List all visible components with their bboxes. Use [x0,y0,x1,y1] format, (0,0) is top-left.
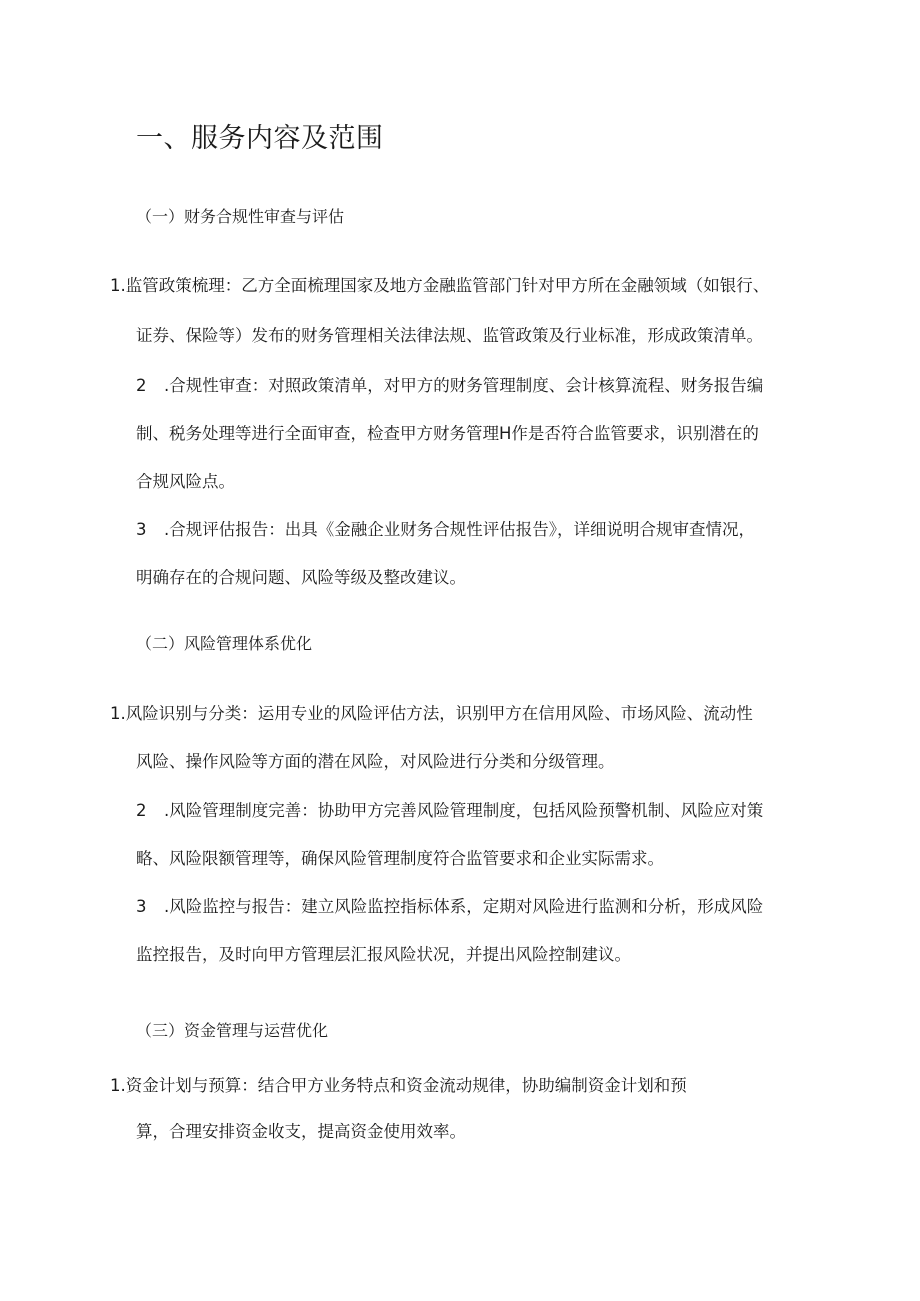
paragraph-line: 明确存在的合规问题、风险等级及整改建议。 [136,568,466,587]
paragraph-line: 证券、保险等）发布的财务管理相关法律法规、监管政策及行业标准，形成政策清单。 [136,326,763,345]
paragraph-line: 算，合理安排资金收支，提高资金使用效率。 [136,1122,466,1141]
paragraph-line: 略、风险限额管理等，确保风险管理制度符合监管要求和企业实际需求。 [136,849,664,868]
section-heading-1: （一）财务合规性审查与评估 [136,207,345,226]
item-number: 3 [136,897,147,916]
paragraph-line: 合规风险点。 [136,472,235,491]
item-number: 2 [136,801,147,820]
item-number: 3 [136,520,147,539]
paragraph-line: 制、税务处理等进行全面审查，检查甲方财务管理H作是否符合监管要求，识别潜在的 [136,424,759,443]
paragraph-line: 1.风险识别与分类：运用专业的风险评估方法，识别甲方在信用风险、市场风险、流动性 [110,704,753,723]
section-heading-3: （三）资金管理与运营优化 [136,1021,329,1040]
paragraph-line: 2 .风险管理制度完善：协助甲方完善风险管理制度，包括风险预警机制、风险应对策 [136,801,764,820]
paragraph-line: 风险、操作风险等方面的潜在风险，对风险进行分类和分级管理。 [136,752,615,771]
paragraph-line: 监控报告，及时向甲方管理层汇报风险状况，并提出风险控制建议。 [136,945,631,964]
section-heading-2: （二）风险管理体系优化 [136,634,313,653]
paragraph-line: 2 .合规性审查：对照政策清单，对甲方的财务管理制度、会计核算流程、财务报告编 [136,376,764,395]
paragraph-line: 3 .合规评估报告：出具《金融企业财务合规性评估报告》，详细说明合规审查情况， [136,520,755,539]
paragraph-line: 1.监管政策梳理：乙方全面梳理国家及地方金融监管部门针对甲方所在金融领域（如银行、 [110,276,770,295]
item-number: 2 [136,376,147,395]
document-title: 一、服务内容及范围 [136,123,384,154]
paragraph-line: 3 .风险监控与报告：建立风险监控指标体系，定期对风险进行监测和分析，形成风险 [136,897,764,916]
paragraph-line: 1.资金计划与预算：结合甲方业务特点和资金流动规律，协助编制资金计划和预 [110,1076,687,1095]
